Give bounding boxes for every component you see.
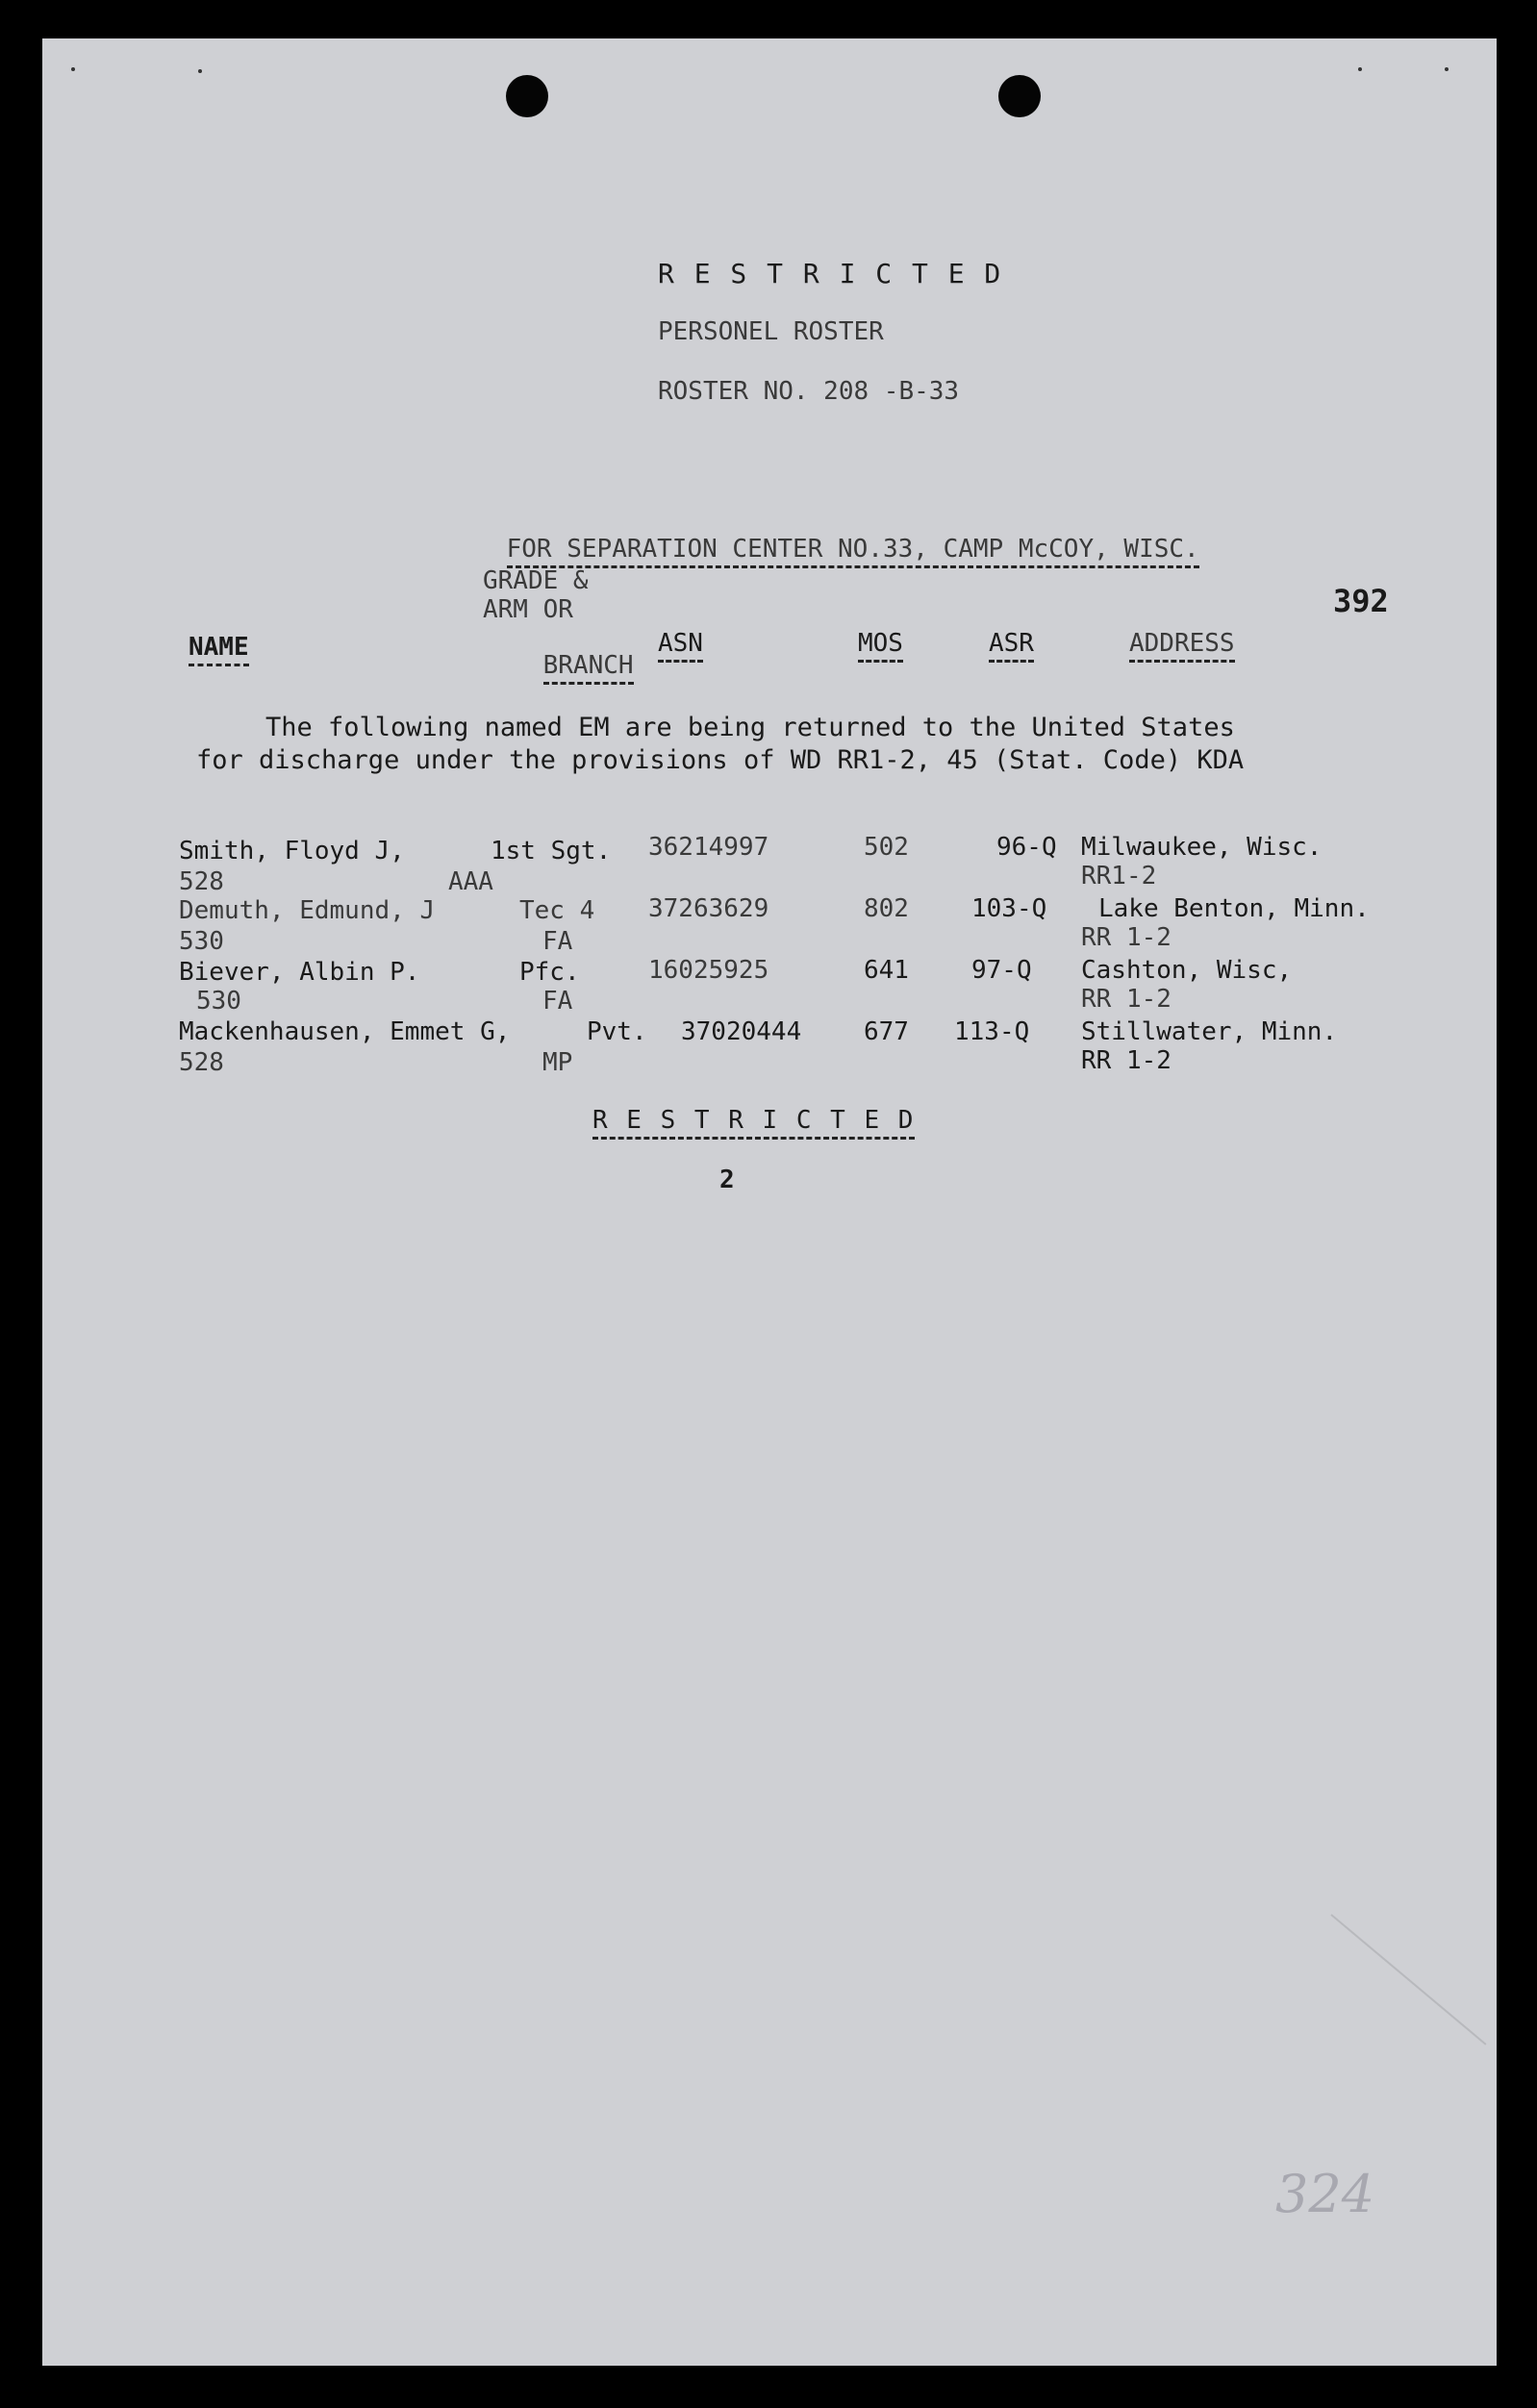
column-address-text: ADDRESS	[1129, 629, 1235, 663]
row-3-grade: Pfc.	[519, 958, 580, 987]
row-2-asr: 103-Q	[971, 894, 1047, 923]
row-4-asr: 113-Q	[954, 1017, 1030, 1046]
row-3-address: Cashton, Wisc,	[1081, 956, 1293, 985]
column-grade-line3-text: BRANCH	[543, 651, 634, 685]
column-name-text: NAME	[189, 633, 249, 666]
column-mos	[858, 629, 903, 658]
fold-line	[1330, 1914, 1486, 2045]
punch-hole	[506, 75, 548, 117]
row-1-branch: AAA	[448, 867, 493, 896]
row-3-mos: 641	[864, 956, 909, 985]
row-4-address: Stillwater, Minn.	[1081, 1017, 1338, 1046]
row-3-rr: RR 1-2	[1081, 985, 1172, 1014]
row-4-branch: MP	[542, 1048, 573, 1077]
row-4-code: 528	[179, 1048, 224, 1077]
column-address	[1129, 629, 1235, 658]
column-asn-text: ASN	[658, 629, 703, 663]
row-2-name: Demuth, Edmund, J	[179, 896, 436, 925]
row-1-address: Milwaukee, Wisc.	[1081, 833, 1323, 862]
row-1-rr: RR1-2	[1081, 862, 1157, 890]
column-asr-text: ASR	[989, 629, 1034, 663]
row-4-name: Mackenhausen, Emmet G,	[179, 1017, 511, 1046]
classification-footer	[592, 1106, 915, 1135]
intro-line-2: for discharge under the provisions of WD RR1-2, 45 (Stat. Code) KDA	[196, 745, 1245, 775]
column-grade-line1: GRADE &	[483, 566, 589, 595]
row-2-address: Lake Benton, Minn.	[1098, 894, 1370, 923]
row-4-mos: 677	[864, 1017, 909, 1046]
row-2-mos: 802	[864, 894, 909, 923]
column-mos-text: MOS	[858, 629, 903, 663]
roster-title: PERSONEL ROSTER	[658, 317, 884, 346]
row-2-grade: Tec 4	[519, 896, 595, 925]
column-grade-line3	[483, 625, 634, 706]
speck	[1358, 67, 1362, 71]
row-3-asn: 16025925	[648, 956, 769, 985]
row-1-mos: 502	[864, 833, 909, 862]
classification-footer-text: R E S T R I C T E D	[592, 1106, 915, 1140]
row-1-code: 528	[179, 867, 224, 896]
row-4-grade: Pvt.	[587, 1017, 647, 1046]
speck	[1445, 67, 1449, 71]
column-asn	[658, 629, 703, 658]
row-1-name: Smith, Floyd J,	[179, 837, 405, 865]
row-1-grade: 1st Sgt.	[491, 837, 612, 865]
roster-number: ROSTER NO. 208 -B-33	[658, 377, 960, 406]
row-1-asn: 36214997	[648, 833, 769, 862]
row-1-asr: 96-Q	[996, 833, 1057, 862]
column-name	[189, 633, 249, 662]
row-4-rr: RR 1-2	[1081, 1046, 1172, 1075]
row-2-rr: RR 1-2	[1081, 923, 1172, 952]
column-grade-line2: ARM OR	[483, 595, 573, 624]
column-asr	[989, 629, 1034, 658]
row-3-branch: FA	[542, 987, 573, 1016]
pencil-note: 324	[1275, 2164, 1375, 2224]
classification-header: R E S T R I C T E D	[658, 258, 1003, 289]
document-page	[42, 38, 1497, 2366]
row-2-asn: 37263629	[648, 894, 769, 923]
destination-text: FOR SEPARATION CENTER NO.33, CAMP McCOY, WISC.	[507, 535, 1199, 568]
row-2-branch: FA	[542, 927, 573, 956]
page-number: 2	[719, 1166, 735, 1194]
intro-line-1: The following named EM are being returned to the United States	[265, 713, 1235, 742]
row-3-name: Biever, Albin P.	[179, 958, 420, 987]
row-2-code: 530	[179, 927, 224, 956]
row-4-asn: 37020444	[681, 1017, 802, 1046]
speck	[71, 67, 75, 71]
page-number-stamp: 392	[1333, 583, 1389, 619]
row-3-asr: 97-Q	[971, 956, 1032, 985]
speck	[198, 69, 202, 73]
punch-hole	[998, 75, 1041, 117]
row-3-code: 530	[196, 987, 241, 1016]
